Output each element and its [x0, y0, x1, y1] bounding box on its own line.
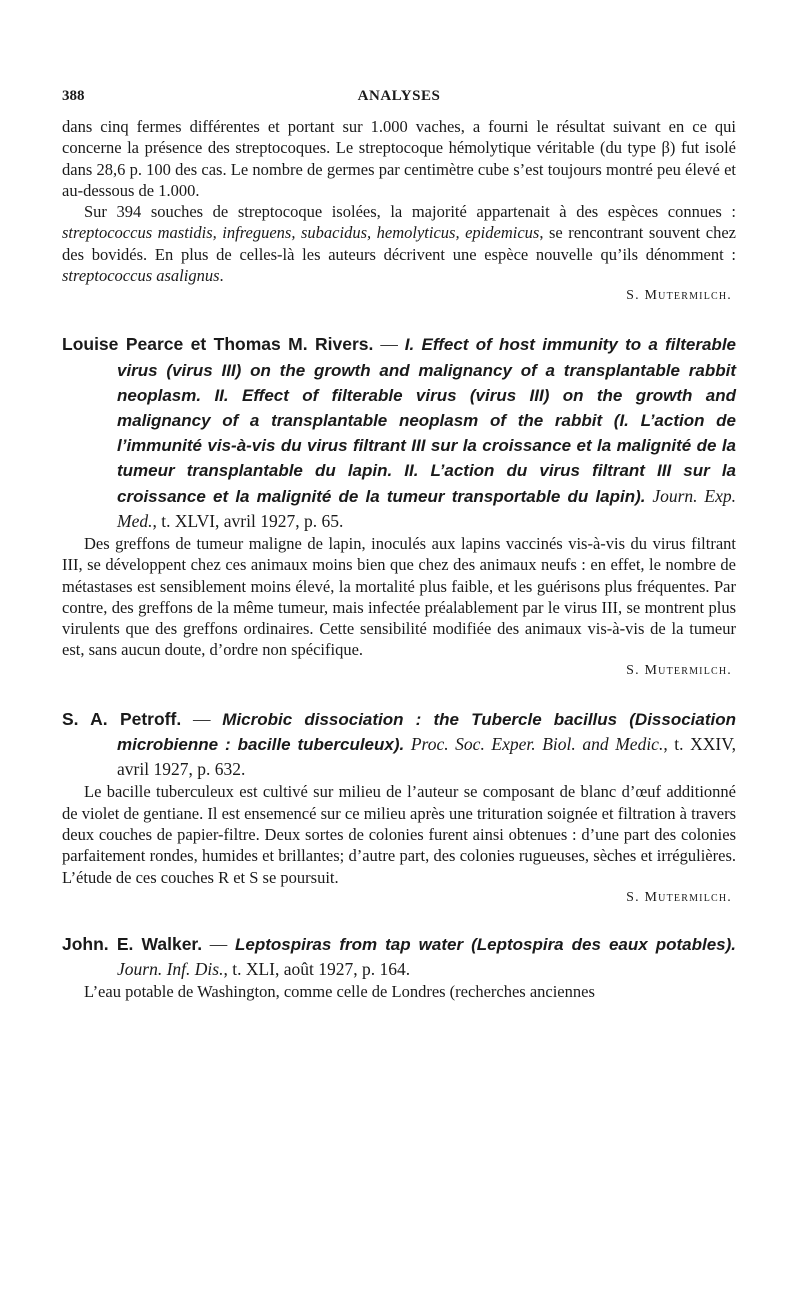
body-paragraph — [62, 201, 736, 286]
bibliographic-reference — [62, 707, 736, 782]
bibliographic-reference — [62, 332, 736, 533]
analysis-entry — [62, 332, 736, 680]
text-run: . — [219, 266, 224, 286]
text-run: Sur 394 souches de streptocoque isolées, la majorité appartenait à des espèces connues : — [84, 202, 736, 222]
author: Louise Pearce et Thomas M. Rivers. — [62, 334, 374, 355]
signature: S. Mutermilch. — [626, 288, 732, 304]
journal: Journ. Inf. Dis. — [117, 959, 224, 980]
page-number: 388 — [62, 88, 85, 104]
dash: — — [181, 708, 223, 729]
dash: — — [202, 933, 235, 954]
page-header — [62, 88, 736, 112]
analysis-entry — [62, 707, 736, 908]
document-page — [62, 88, 736, 1003]
journal: Journ. Exp. Med. — [117, 485, 736, 531]
journal: Proc. Soc. Exper. Biol. and Medic. — [410, 733, 664, 754]
body-paragraph: Des greffons de tumeur maligne de lapin, inoculés aux lapins vaccinés vis-à-vis du virus filtrant III, se développent chez ces animaux moins bien que chez des animaux neufs : en effet, le nombre de métastases est sensiblement moins élevé, la mortalité plus faible, et les guérisons plus fréquentes. Par contre, des greffons de la même tumeur, mais infectée préalablement par le virus III, se montrent plus virulents que des greffons ordinaires. Cette sensibilité modifiée des animaux vis-à-vis de la tumeur est, sans aucun doute, d’ordre non spécifique. — [62, 534, 736, 660]
running-head: ANALYSES — [357, 88, 441, 104]
dash: — — [373, 334, 405, 355]
species-list: streptococcus mastidis, infreguens, subacidus, hemolyticus, epidemicus — [62, 223, 540, 243]
citation: , t. XXIV, avril 1927, p. 632. — [117, 733, 736, 780]
bibliographic-reference — [62, 932, 736, 981]
body-paragraph: Le bacille tuberculeux est cultivé sur milieu de l’auteur se composant de blanc d’œuf additionné de violet de gentiane. Il est ensemencé sur ce milieu après une trituration soignée et filtration à travers deux couches de papier-filtre. Deux sortes de colonies furent ainsi obtenues : d’une part des colonies parfaitement rondes, humides et brillantes; d’autre part, des colonies rugueuses, sèches et irrégulières. L’étude de ces couches R et S se poursuit. — [62, 782, 736, 887]
body-paragraph: dans cinq fermes différentes et portant sur 1.000 vaches, a fourni le résultat suivant en ce qui concerne la présence des streptocoques. Le streptocoque hémolytique véritable (du type β) fut isolé dans 28,6 p. 100 des cas. Le nombre de germes par centimètre cube s’est toujours montré peu élevé et au-dessous de 1.000. — [62, 117, 736, 200]
signature: S. Mutermilch. — [626, 662, 732, 678]
article-title: Microbic dissociation : the Tubercle bacillus (Dissociation microbienne : bacille tuberculeux). — [117, 709, 736, 754]
analysis-continued — [62, 116, 736, 306]
citation: , t. XLI, août 1927, p. 164. — [223, 959, 411, 980]
citation: , t. XLVI, avril 1927, p. 65. — [152, 510, 344, 531]
article-title: Leptospiras from tap water (Leptospira des eaux potables). — [234, 934, 737, 954]
body-paragraph: L’eau potable de Washington, comme celle de Londres (recherches anciennes — [84, 982, 595, 1002]
signature: S. Mutermilch. — [626, 889, 732, 905]
analysis-entry — [62, 932, 736, 1003]
species-new: streptococcus asalignus — [62, 266, 220, 286]
text-run: , se rencontrant souvent chez des bovidés. En plus de celles-là les auteurs décrivent une espèce nouvelle qu’ils dénomment : — [62, 223, 736, 264]
article-title: I. Effect of host immunity to a filterable virus (virus III) on the growth and malignancy of a transplantable rabbit neoplasm. II. Effect of filterable virus (virus III) on the growth and malignancy of a transplantable neoplasm of the rabbit (I. L’action de l’immunité vis-à-vis du virus filtrant III sur la croissance et la malignité de la tumeur transplantable du lapin. II. L’action du virus filtrant III sur la croissance et la malignité de la tumeur transportable du lapin). — [117, 335, 736, 506]
author: S. A. Petroff. — [62, 708, 182, 729]
author: John. E. Walker. — [62, 933, 203, 954]
